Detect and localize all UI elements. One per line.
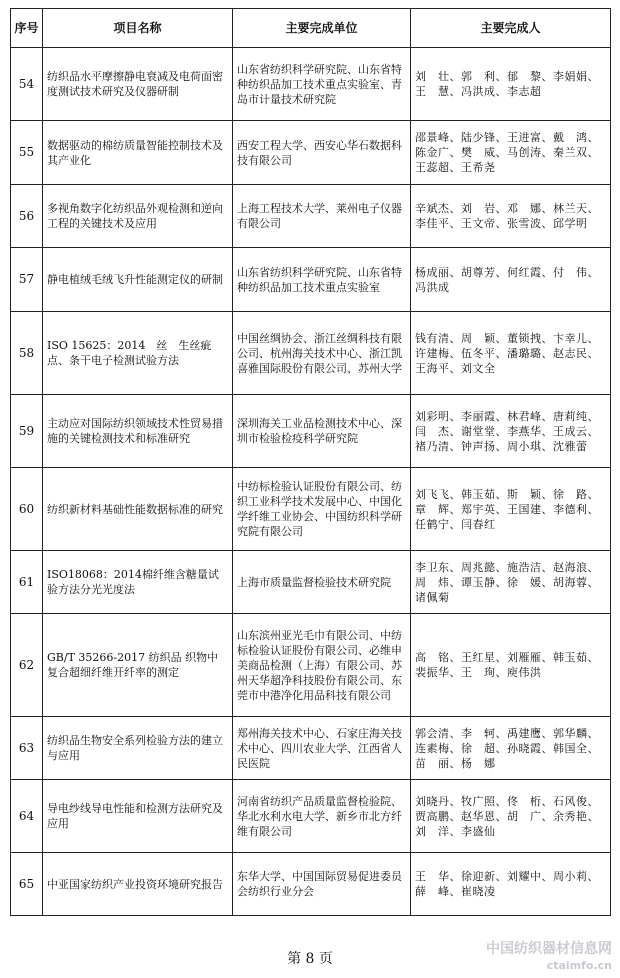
row-persons: 高 铭、王红星、刘雁雁、韩玉茹、裴振华、王 珣、庾伟洪 <box>411 614 611 717</box>
row-units: 中纺标检验认证股份有限公司、纺织工业科学技术发展中心、中国化学纤维工业协会、中国纺织科学研究院有限公司 <box>233 468 411 551</box>
row-project-name: 主动应对国际纺织领域技术性贸易措施的关键检测技术和标准研究 <box>43 395 233 468</box>
row-number: 58 <box>11 312 43 395</box>
header-project-name: 项目名称 <box>43 9 233 48</box>
row-project-name: ISO 15625：2014 丝 生丝疵点、条干电子检测试验方法 <box>43 312 233 395</box>
header-units: 主要完成单位 <box>233 9 411 48</box>
row-units: 山东滨州亚光毛巾有限公司、中纺标检验认证股份有限公司、必维申美商品检测（上海）有限公司、苏州天华超净科技股份有限公司、东莞市中港净化用品科技有限公司 <box>233 614 411 717</box>
row-number: 54 <box>11 48 43 121</box>
row-units: 中国丝绸协会、浙江丝绸科技有限公司、杭州海关技术中心、浙江凯喜雅国际股份有限公司、苏州大学 <box>233 312 411 395</box>
row-units: 郑州海关技术中心、石家庄海关技术中心、四川农业大学、江西省人民医院 <box>233 717 411 780</box>
table-row <box>11 551 611 614</box>
watermark <box>486 938 612 972</box>
row-number: 64 <box>11 780 43 853</box>
row-project-name: 中亚国家纺织产业投资环境研究报告 <box>43 853 233 916</box>
row-project-name: 纺织品生物安全系列检验方法的建立与应用 <box>43 717 233 780</box>
page-number: 第 8 页 <box>287 951 333 967</box>
header-persons: 主要完成人 <box>411 9 611 48</box>
row-persons: 辛斌杰、刘 岩、邓 娜、林兰天、李佳平、王文帝、张雪波、邱学明 <box>411 185 611 248</box>
row-number: 55 <box>11 121 43 185</box>
row-persons: 杨成丽、胡尊芳、何红霞、付 伟、冯洪成 <box>411 248 611 312</box>
table-row <box>11 48 611 121</box>
row-number: 65 <box>11 853 43 916</box>
row-project-name: 静电植绒毛绒飞升性能测定仪的研制 <box>43 248 233 312</box>
table-row <box>11 853 611 916</box>
row-units: 山东省纺织科学研究院、山东省特种纺织品加工技术重点实验室 <box>233 248 411 312</box>
row-project-name: 纺织新材料基础性能数据标准的研究 <box>43 468 233 551</box>
row-number: 61 <box>11 551 43 614</box>
table-row <box>11 780 611 853</box>
row-number: 60 <box>11 468 43 551</box>
row-project-name: ISO18068：2014棉纤维含糖量试验方法分光光度法 <box>43 551 233 614</box>
row-number: 63 <box>11 717 43 780</box>
watermark-title: 中国纺织器材信息网 <box>486 941 612 957</box>
row-units: 东华大学、中国国际贸易促进委员会纺织行业分会 <box>233 853 411 916</box>
header-number: 序号 <box>11 9 43 48</box>
table-row <box>11 121 611 185</box>
table-row <box>11 717 611 780</box>
row-units: 山东省纺织科学研究院、山东省特种纺织品加工技术重点实验室、青岛市计量技术研究院 <box>233 48 411 121</box>
row-project-name: 导电纱线导电性能和检测方法研究及应用 <box>43 780 233 853</box>
row-units: 河南省纺织产品质量监督检验院、华北水利水电大学、新乡市北方纤维有限公司 <box>233 780 411 853</box>
row-number: 59 <box>11 395 43 468</box>
row-persons: 刘 壮、郭 利、郁 黎、李娟娟、王 慧、冯洪成、李志超 <box>411 48 611 121</box>
table-header-row <box>11 9 611 48</box>
row-number: 57 <box>11 248 43 312</box>
row-persons: 李卫东、周兆懿、施浩洁、赵海浪、周 炜、谭玉静、徐 媛、胡海蓉、诸佩菊 <box>411 551 611 614</box>
row-persons: 钱有清、周 颖、董锁拽、卞幸儿、许建梅、伍冬平、潘璐璐、赵志民、王海平、刘文全 <box>411 312 611 395</box>
row-persons: 王 华、徐迎新、刘耀中、周小莉、薛 峰、崔晓凌 <box>411 853 611 916</box>
row-units: 上海市质量监督检验技术研究院 <box>233 551 411 614</box>
row-units: 深圳海关工业品检测技术中心、深圳市检验检疫科学研究院 <box>233 395 411 468</box>
table-row <box>11 395 611 468</box>
project-table <box>10 8 611 916</box>
table-row <box>11 468 611 551</box>
row-persons: 刘飞飞、韩玉茹、斯 颖、徐 路、章 辉、郑宇英、王国建、李德利、任鹤宁、闫春红 <box>411 468 611 551</box>
row-units: 西安工程大学、西安心华石数据科技有限公司 <box>233 121 411 185</box>
row-units: 上海工程技术大学、莱州电子仪器有限公司 <box>233 185 411 248</box>
row-project-name: GB/T 35266-2017 纺织品 织物中复合超细纤维开纤率的测定 <box>43 614 233 717</box>
row-project-name: 数据驱动的棉纺质量智能控制技术及其产业化 <box>43 121 233 185</box>
table-row <box>11 312 611 395</box>
table-row <box>11 185 611 248</box>
row-project-name: 多视角数字化纺织品外观检测和逆向工程的关键技术及应用 <box>43 185 233 248</box>
row-number: 56 <box>11 185 43 248</box>
table-row <box>11 248 611 312</box>
row-persons: 刘晓丹、牧广照、佟 桁、石风俊、贾高鹏、赵华恩、胡 广、余秀艳、刘 洋、李盛仙 <box>411 780 611 853</box>
table-row <box>11 614 611 717</box>
row-persons: 邵景峰、陆少锋、王进富、戴 鸿、陈金广、樊 威、马创涛、秦兰双、王蕊超、王希尧 <box>411 121 611 185</box>
row-persons: 刘彩明、李丽霞、林君峰、唐莉纯、闫 杰、谢堂堂、李燕华、王成云、褚乃清、钟声扬、周小琪、沈雅蕾 <box>411 395 611 468</box>
row-number: 62 <box>11 614 43 717</box>
row-persons: 郭会清、李 轲、禹建鹰、郭华麟、连素梅、徐 超、孙晓霞、韩国全、苗 丽、杨 娜 <box>411 717 611 780</box>
watermark-url: ctaimfo.cn <box>546 959 612 972</box>
row-project-name: 纺织品水平摩擦静电衰减及电荷面密度测试技术研究及仪器研制 <box>43 48 233 121</box>
